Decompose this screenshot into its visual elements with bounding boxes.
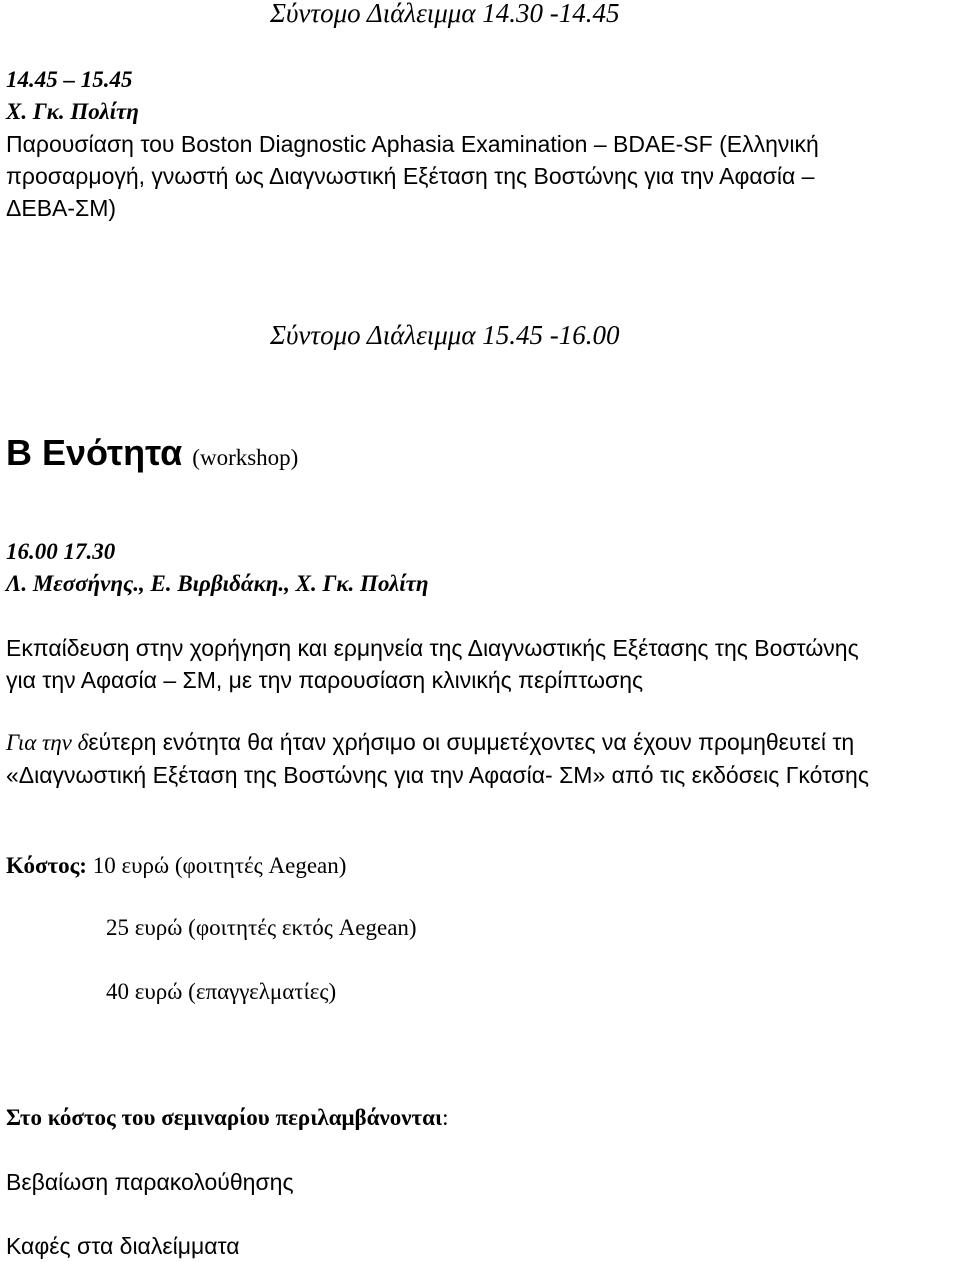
break-2-title: Σύντομο Διάλειμμα 15.45 -16.00 [270, 320, 620, 350]
session-1-description-line: προσαρμογή, γνωστή ως Διαγνωστική Εξέταση της Βοστώνης για την Αφασία – [6, 163, 815, 189]
session-2-time: 16.00 17.30 [6, 539, 116, 564]
includes-heading-text: Στο κόστος του σεμιναρίου περιλαμβάνονται [6, 1105, 443, 1130]
session-2-speakers: Λ. Μεσσήνης., Ε. Βιρβιδάκη., Χ. Γκ. Πολίτη [6, 571, 429, 596]
session-1-description-line: Παρουσίαση του Boston Diagnostic Aphasia Examination – BDAE-SF (Ελληνική [6, 131, 819, 157]
note-rest: εύτερη ενότητα θα ήταν χρήσιμο οι συμμετέχοντες να έχουν προμηθευτεί τη [88, 729, 855, 755]
cost-label: Κόστος: [6, 853, 87, 878]
session-1-description-line: ΔΕΒΑ-ΣΜ) [6, 195, 117, 221]
session-2-description-line: Εκπαίδευση στην χορήγηση και ερμηνεία της Διαγνωστικής Εξέτασης της Βοστώνης [6, 635, 859, 661]
includes-item: Καφές στα διαλείμματα [6, 1233, 240, 1259]
session-2-description-line: για την Αφασία – ΣΜ, με την παρουσίαση κλινικής περίπτωσης [6, 667, 644, 693]
section-b-subtitle: (workshop) [192, 445, 299, 470]
cost-item: 25 ευρώ (φοιτητές εκτός Aegean) [106, 915, 417, 940]
section-b-heading [6, 432, 298, 479]
includes-heading [6, 1102, 449, 1134]
session-2-note-line: «Διαγνωστική Εξέταση της Βοστώνης για την Αφασία- ΣΜ» από τις εκδόσεις Γκότσης [6, 762, 869, 788]
break-1-title: Σύντομο Διάλειμμα 14.30 -14.45 [270, 0, 620, 28]
cost-row-1 [6, 850, 346, 882]
includes-heading-colon: : [442, 1105, 449, 1130]
session-1-speaker: Χ. Γκ. Πολίτη [6, 99, 139, 124]
section-b-title: Β Ενότητα [6, 432, 183, 473]
cost-item: 40 ευρώ (επαγγελματίες) [106, 979, 337, 1004]
session-2-description [6, 632, 859, 696]
note-italic-start: Για την δ [6, 730, 89, 755]
session-2-note [6, 726, 869, 791]
session-1-time: 14.45 – 15.45 [6, 67, 133, 92]
includes-item: Βεβαίωση παρακολούθησης [6, 1169, 294, 1195]
session-1-description [6, 128, 819, 224]
cost-item: 10 ευρώ (φοιτητές Aegean) [92, 853, 347, 878]
session-2-note-line [6, 726, 869, 759]
